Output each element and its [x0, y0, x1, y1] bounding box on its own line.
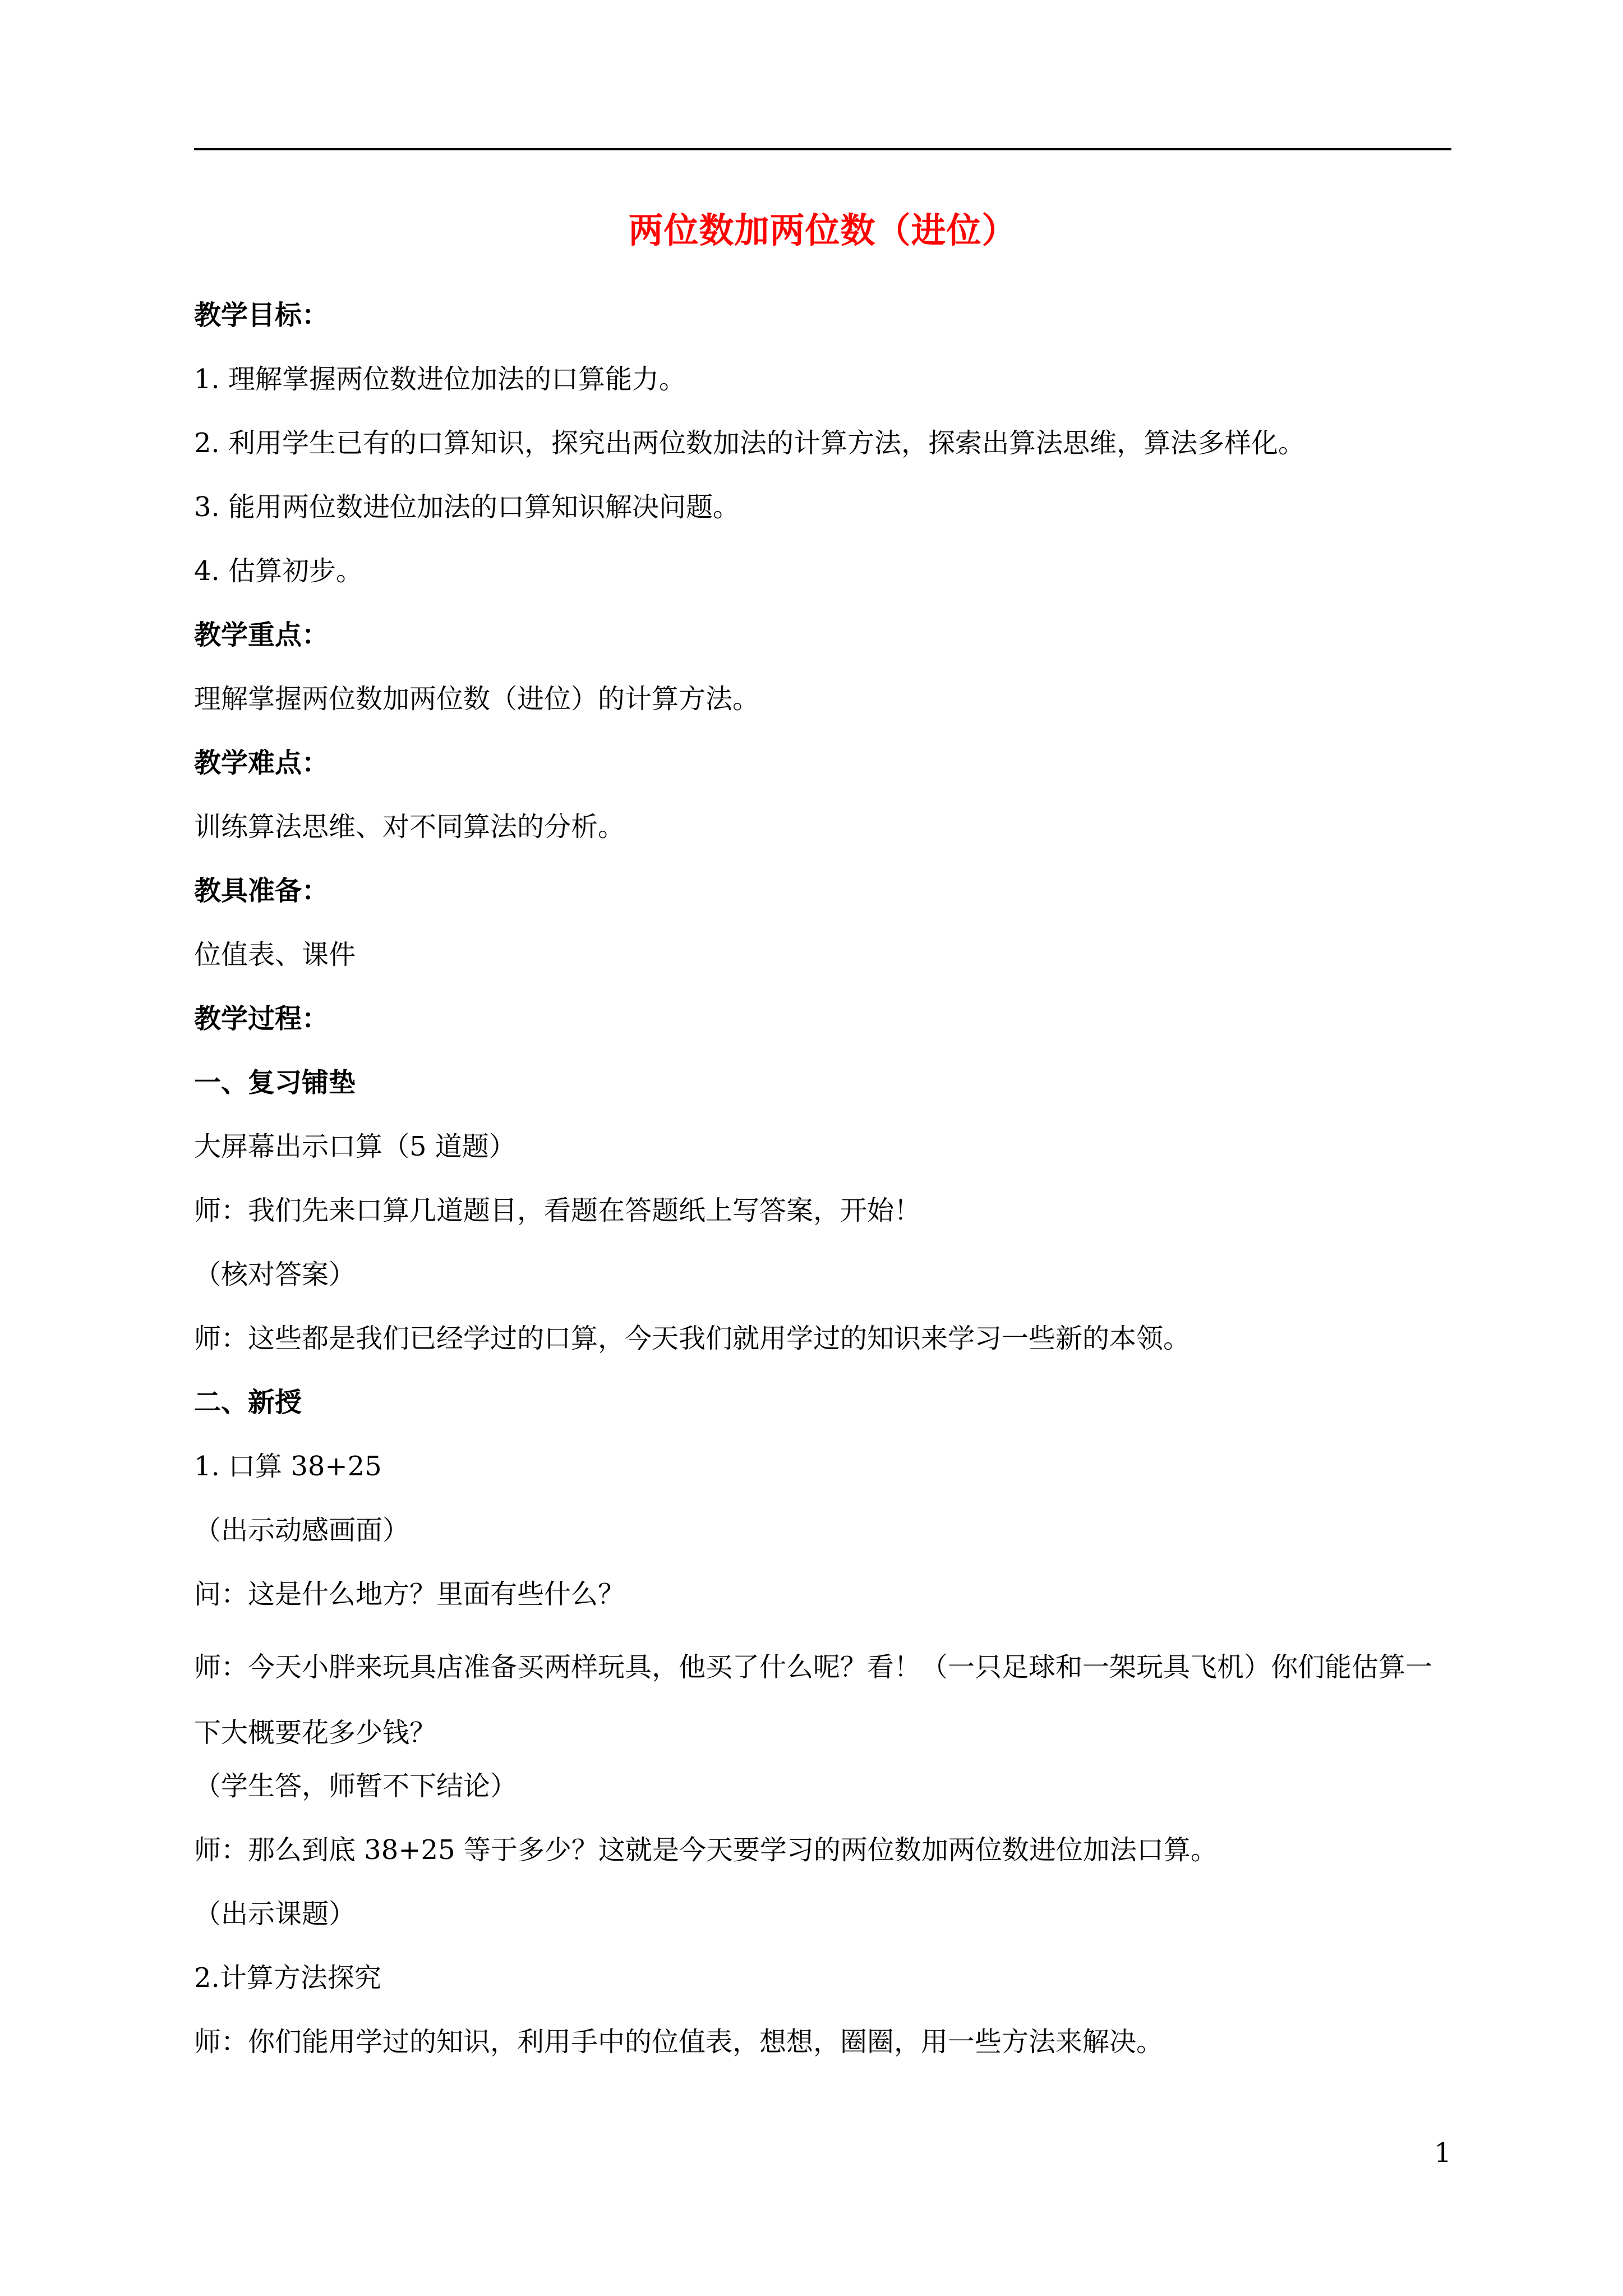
section-2-line-5: （学生答，师暂不下结论）: [194, 1770, 518, 1802]
section-1-line-1: 大屏幕出示口算（5 道题）: [194, 1131, 516, 1162]
section-2-line-8: 2.计算方法探究: [194, 1962, 381, 1994]
section-1-line-4: 师：这些都是我们已经学过的口算，今天我们就用学过的知识来学习一些新的本领。: [194, 1323, 1191, 1354]
section-2-line-9: 师：你们能用学过的知识，利用手中的位值表，想想，圈圈，用一些方法来解决。: [194, 2026, 1164, 2058]
section-2-heading: 二、新授: [194, 1387, 302, 1418]
key-points-heading: 教学重点：: [194, 619, 329, 651]
section-1-heading: 一、复习铺垫: [194, 1067, 356, 1098]
materials-heading: 教具准备：: [194, 875, 329, 907]
objective-4: 4. 估算初步。: [194, 555, 363, 587]
difficulties-text: 训练算法思维、对不同算法的分析。: [194, 811, 625, 843]
objective-2: 2. 利用学生已有的口算知识，探究出两位数加法的计算方法，探索出算法思维，算法多样化。: [194, 427, 1306, 459]
section-1-line-3: （核对答案）: [194, 1259, 356, 1290]
key-points-text: 理解掌握两位数加两位数（进位）的计算方法。: [194, 683, 760, 715]
header-rule: [194, 148, 1451, 150]
materials-text: 位值表、课件: [194, 939, 356, 970]
page-number: 1: [1434, 2137, 1451, 2169]
objective-3: 3. 能用两位数进位加法的口算知识解决问题。: [194, 491, 740, 523]
section-2-line-7: （出示课题）: [194, 1898, 356, 1930]
section-2-line-3: 问：这是什么地方？里面有些什么？: [194, 1579, 625, 1610]
difficulties-heading: 教学难点：: [194, 747, 329, 779]
objectives-heading: 教学目标：: [194, 300, 329, 331]
section-2-line-2: （出示动感画面）: [194, 1515, 410, 1546]
section-2-line-4: 师：今天小胖来玩具店准备买两样玩具，他买了什么呢？看！（一只足球和一架玩具飞机）你们能估算一下大概要花多少钱？: [194, 1651, 1433, 1749]
process-heading: 教学过程：: [194, 1003, 329, 1034]
objective-1: 1. 理解掌握两位数进位加法的口算能力。: [194, 364, 686, 395]
document-title: 两位数加两位数（进位）: [628, 210, 1017, 251]
section-1-line-2: 师：我们先来口算几道题目，看题在答题纸上写答案，开始！: [194, 1195, 921, 1226]
section-2-line-1: 1. 口算 38+25: [194, 1451, 382, 1482]
section-2-line-6: 师：那么到底 38+25 等于多少？这就是今天要学习的两位数加两位数进位加法口算。: [194, 1834, 1218, 1866]
